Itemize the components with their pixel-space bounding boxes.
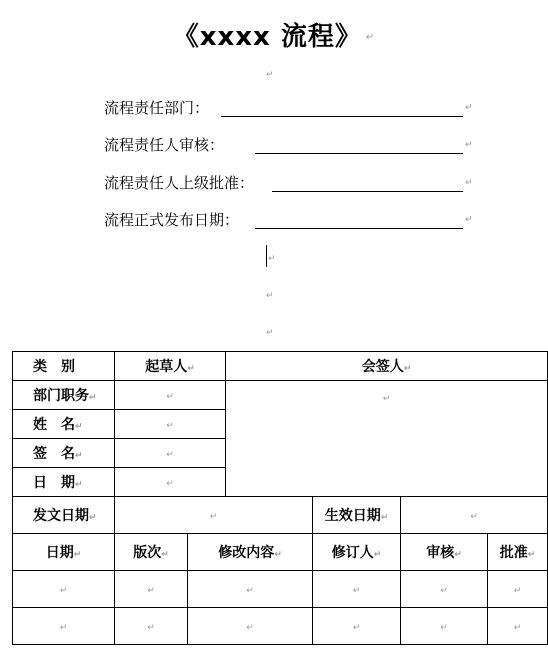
paragraph-mark: ↵: [470, 512, 478, 522]
paragraph-mark: ↵: [75, 480, 83, 490]
paragraph-mark: ↵: [440, 623, 448, 633]
drafter-department-cell[interactable]: [115, 381, 226, 410]
cell-text: 部门职务: [33, 388, 89, 404]
cell-text: 起草人: [145, 359, 188, 375]
field-superior-approval: [104, 173, 473, 193]
paragraph-mark: ↵: [246, 586, 254, 596]
paragraph-mark: ↵: [382, 394, 391, 404]
field-label: 流程责任部门：: [104, 99, 210, 117]
history-header-approval: [488, 534, 548, 571]
paragraph-mark: ↵: [89, 393, 97, 403]
paragraph-mark: ↵: [266, 70, 274, 80]
paragraph-mark: ↵: [380, 513, 389, 523]
cell-text: 修订人: [331, 545, 374, 561]
field-label: 流程责任人审核：: [104, 136, 225, 154]
history-header-version: [115, 534, 188, 571]
paragraph-mark: ↵: [166, 421, 174, 431]
effective-date-cell[interactable]: [401, 497, 548, 534]
history-cell[interactable]: [313, 608, 401, 645]
drafter-signature-cell[interactable]: [115, 439, 226, 468]
fill-in-line[interactable]: [255, 135, 463, 154]
effective-date-label: [313, 497, 401, 534]
drafter-date-cell[interactable]: [115, 468, 226, 497]
cell-text: 发文日期: [33, 508, 89, 524]
history-cell[interactable]: [401, 571, 488, 608]
issue-date-cell[interactable]: [115, 497, 313, 534]
field-label: 流程正式发布日期：: [104, 211, 240, 229]
paragraph-mark: ↵: [59, 586, 68, 596]
cell-text: 修改内容: [218, 545, 275, 561]
table-row: [13, 352, 548, 381]
paragraph-mark: ↵: [352, 623, 361, 633]
history-cell[interactable]: [115, 608, 188, 645]
category-label: [13, 352, 115, 381]
cell-text: 日期: [45, 545, 74, 561]
paragraph-mark: ↵: [440, 586, 448, 596]
paragraph-mark: ↵: [527, 550, 536, 560]
history-header-date: [13, 534, 115, 571]
department-label: [13, 381, 115, 410]
history-header-review: [401, 534, 488, 571]
cosigner-cell[interactable]: [226, 381, 548, 497]
cell-text: 批准: [499, 545, 528, 561]
history-cell[interactable]: [313, 571, 401, 608]
paragraph-mark: ↵: [75, 422, 83, 432]
text-cursor: [266, 245, 267, 267]
table-row: [13, 497, 548, 534]
history-cell[interactable]: [115, 571, 188, 608]
cell-text: 姓 名: [33, 417, 75, 433]
paragraph-mark: ↵: [365, 32, 376, 43]
paragraph-mark: ↵: [266, 291, 274, 301]
paragraph-mark: ↵: [465, 140, 473, 150]
history-cell[interactable]: [188, 608, 313, 645]
paragraph-mark: ↵: [187, 364, 195, 374]
cell-text: 生效日期: [324, 508, 381, 524]
history-cell[interactable]: [13, 608, 115, 645]
paragraph-mark: ↵: [513, 586, 522, 596]
drafter-name-cell[interactable]: [115, 410, 226, 439]
cell-text: 签 名: [33, 446, 75, 462]
paragraph-mark: ↵: [161, 550, 169, 560]
table-row: [13, 571, 548, 608]
paragraph-mark: ↵: [59, 623, 68, 633]
cell-text: 审核: [426, 545, 455, 561]
cosigner-header: [226, 352, 548, 381]
paragraph-mark: ↵: [166, 479, 174, 489]
paragraph-mark: ↵: [89, 513, 97, 523]
paragraph-mark: ↵: [266, 328, 274, 338]
document-title: [0, 16, 548, 53]
field-department: [104, 98, 473, 118]
paragraph-mark: ↵: [246, 623, 254, 633]
field-release-date: [104, 210, 473, 230]
paragraph-mark: ↵: [268, 254, 276, 264]
approval-table: [12, 351, 548, 645]
table-row: [13, 534, 548, 571]
cell-text: 类 别: [33, 359, 75, 375]
history-cell[interactable]: [488, 608, 548, 645]
paragraph-mark: ↵: [465, 178, 473, 188]
paragraph-mark: ↵: [352, 586, 361, 596]
fill-in-line[interactable]: [221, 98, 463, 117]
issue-date-label: [13, 497, 115, 534]
paragraph-mark: ↵: [166, 392, 174, 402]
field-owner-review: [104, 135, 473, 155]
history-header-changes: [188, 534, 313, 571]
paragraph-mark: ↵: [454, 550, 462, 560]
field-label: 流程责任人上级批准：: [104, 174, 255, 192]
cell-text: 会签人: [361, 359, 404, 375]
paragraph-mark: ↵: [513, 623, 522, 633]
paragraph-mark: ↵: [403, 364, 412, 374]
name-label: [13, 410, 115, 439]
history-cell[interactable]: [13, 571, 115, 608]
fill-in-line[interactable]: [255, 210, 463, 229]
paragraph-mark: ↵: [73, 550, 82, 560]
table-row: [13, 608, 548, 645]
table-row: [13, 381, 548, 410]
drafter-header: [115, 352, 226, 381]
paragraph-mark: ↵: [166, 450, 174, 460]
paragraph-mark: ↵: [147, 623, 155, 633]
fill-in-line[interactable]: [272, 173, 463, 192]
cell-text: 日 期: [33, 475, 75, 491]
paragraph-mark: ↵: [75, 451, 83, 461]
date-label: [13, 468, 115, 497]
history-cell[interactable]: [488, 571, 548, 608]
history-header-reviser: [313, 534, 401, 571]
cell-text: 版次: [133, 545, 162, 561]
paragraph-mark: ↵: [209, 512, 218, 522]
paragraph-mark: ↵: [274, 550, 282, 560]
signature-label: [13, 439, 115, 468]
paragraph-mark: ↵: [465, 103, 473, 113]
title-text: 《xxxx 流程》: [172, 22, 362, 52]
paragraph-mark: ↵: [465, 215, 473, 225]
history-cell[interactable]: [188, 571, 313, 608]
history-cell[interactable]: [401, 608, 488, 645]
paragraph-mark: ↵: [373, 550, 382, 560]
paragraph-mark: ↵: [147, 586, 155, 596]
